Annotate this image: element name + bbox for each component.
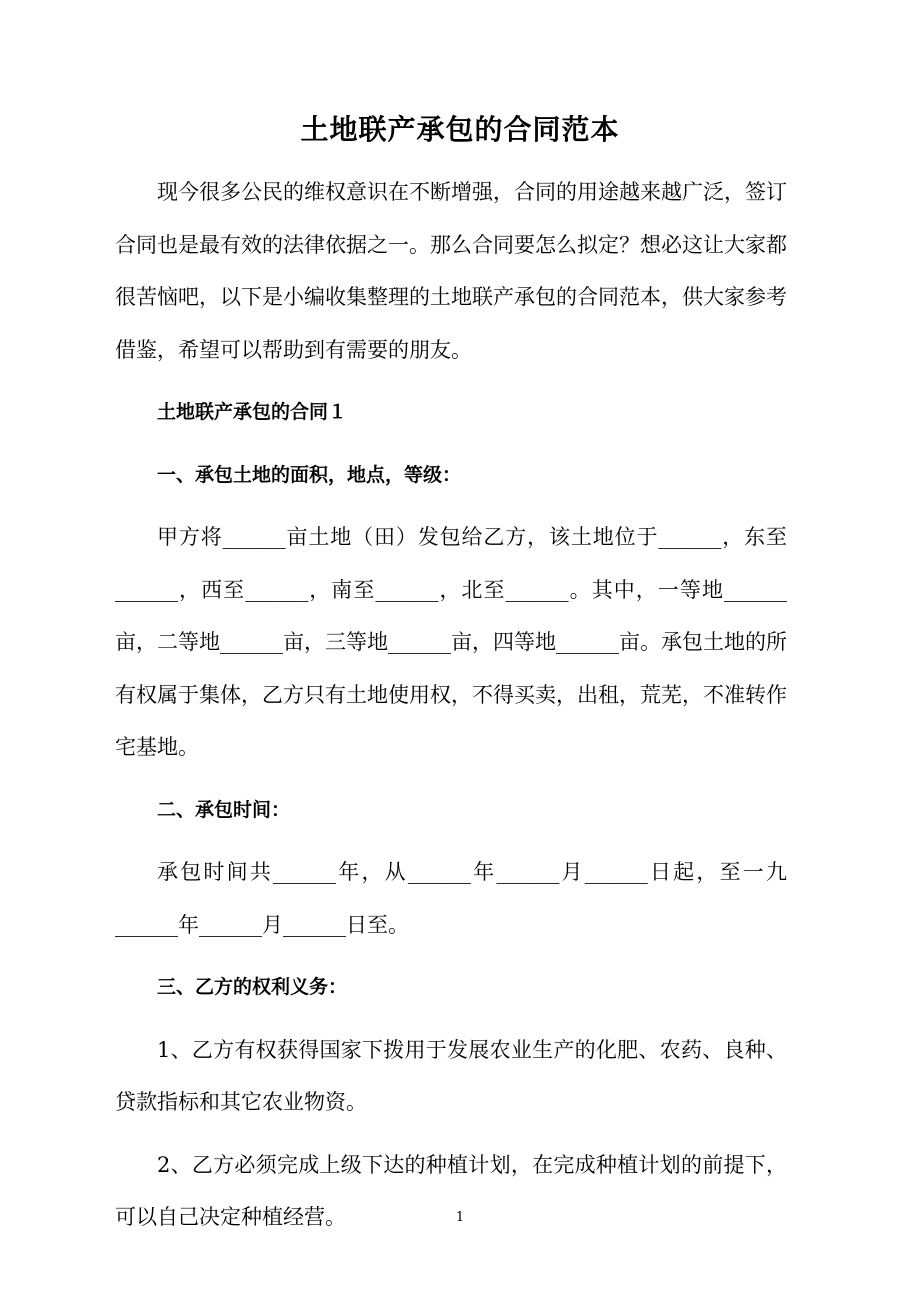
page-number: 1: [455, 1210, 465, 1225]
document-title: 土地联产承包的合同范本: [300, 113, 620, 146]
section-heading-rights: 三、乙方的权利义务：: [157, 976, 348, 998]
section-heading-area: 一、承包土地的面积，地点，等级：: [157, 463, 462, 486]
area-paragraph: 甲方将______亩土地（田）发包给乙方，该土地位于______，东至______，西至______，南至______，北至______。其中，一等地______亩，二等地______亩，三等地______亩，四等地______亩。承包土地的所有权属于集体，乙方只有土地使用权，不得买卖，出租，荒芜，不准转作宅基地。: [115, 525, 787, 759]
section-heading-term: 二、承包时间：: [157, 798, 291, 821]
document-body: [115, 166, 787, 1254]
rights-item-2: 2、乙方必须完成上级下达的种植计划，在完成种植计划的前提下，可以自己决定种植经营。: [115, 1152, 787, 1229]
rights-item-1: 1、乙方有权获得国家下拨用于发展农业生产的化肥、农药、良种、贷款指标和其它农业物资。: [115, 1037, 787, 1114]
contract-heading: 土地联产承包的合同１: [157, 401, 348, 423]
intro-paragraph: 现今很多公民的维权意识在不断增强，合同的用途越来越广泛，签订合同也是最有效的法律依据之一。那么合同要怎么拟定？想必这让大家都很苦恼吧，以下是小编收集整理的土地联产承包的合同范本，供大家参考借鉴，希望可以帮助到有需要的朋友。: [115, 180, 787, 362]
term-paragraph: 承包时间共______年，从______年______月______日起，至一九______年______月______日至。: [115, 860, 787, 937]
